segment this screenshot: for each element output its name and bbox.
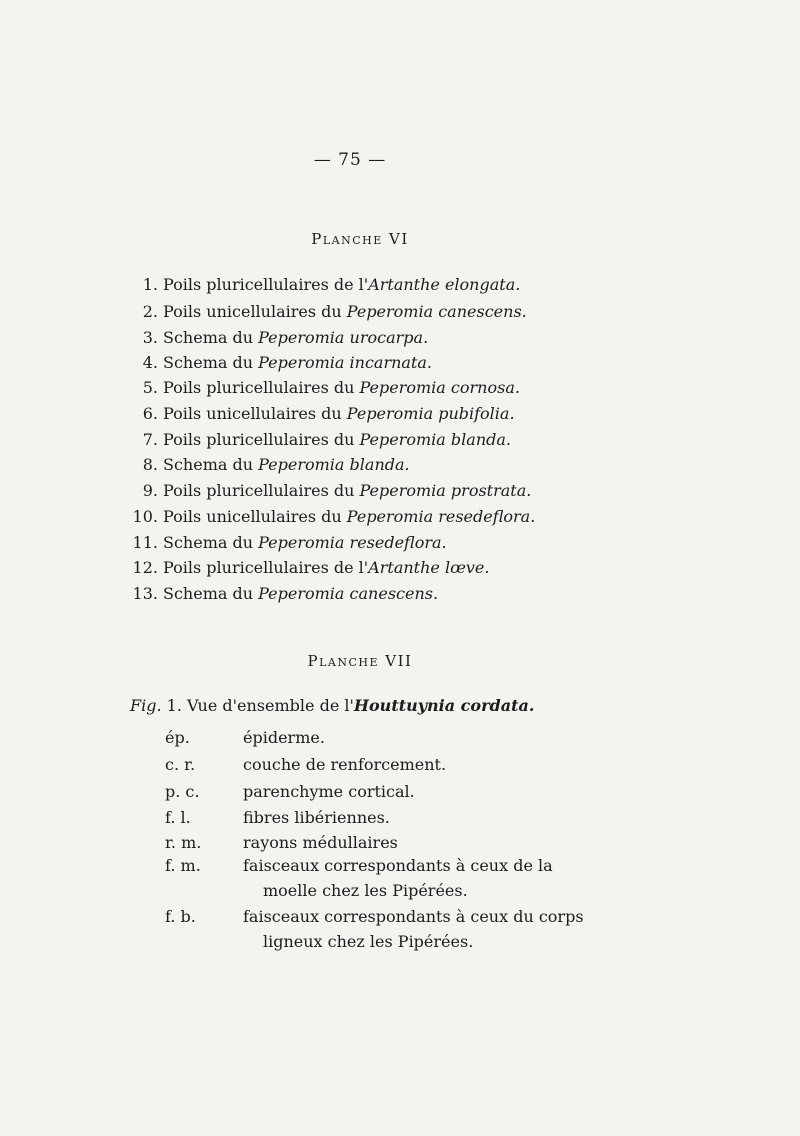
list-item: 10. Poils unicellulaires du Peperomia resedeflora. bbox=[132, 507, 536, 526]
list-item: 4. Schema du Peperomia incarnata. bbox=[142, 353, 433, 372]
list-item: 9. Poils pluricellulaires du Peperomia prostrata. bbox=[142, 481, 532, 500]
figure-caption: Fig. 1. Vue d'ensemble de l'Houttuynia cordata. bbox=[130, 696, 535, 715]
list-item: 2. Poils unicellulaires du Peperomia canescens. bbox=[142, 302, 527, 321]
list-item: 1. Poils pluricellulaires de l'Artanthe elongata. bbox=[142, 275, 521, 294]
list-item: 3. Schema du Peperomia urocarpa. bbox=[142, 328, 429, 347]
plate-vi-heading: Planche VI bbox=[311, 230, 409, 248]
document-page: — 75 — Planche VI 1. Poils pluricellulaires de l'Artanthe elongata. 2. Poils unicellulaires du Peperomia canescens. 3. Schema du Peperomia urocarpa. 4. Schema du Peperomia incarnata. 5. Poils pluricellulaires du Peperomia cornosa. 6. Poils unicellulaires du Peperomia pubifolia. 7. Poils pluricellulaires du Peperomia blanda. 8. Schema du Peperomia blanda. 9. Poils pluricellulaires du Peperomia prostrata. 10. Poils unicellulaires du Peperomia resedeflora. 11. Schema du Peperomia resedeflora. 12. Poils pluricellulaires de l'Artanthe lœve. 13. Schema du Peperomia canescens. Planche VII Fig. 1. Vue d'ensemble de l'Houttuynia cordata. ép. épiderme. c. r. couche de renforcement. p. c. parenchyme cortical. f. l. fibres libériennes. r. m. rayons médullaires f. m. faisceaux correspondants à ceux de la moelle chez les Pipérées. f. b. faisceaux correspondants à ceux du corps ligneux chez les Pipérées. bbox=[0, 0, 800, 1136]
plate-vii-heading: Planche VII bbox=[307, 652, 413, 670]
list-item: 11. Schema du Peperomia resedeflora. bbox=[132, 533, 447, 552]
list-item: 7. Poils pluricellulaires du Peperomia blanda. bbox=[142, 430, 511, 449]
list-item: 13. Schema du Peperomia canescens. bbox=[132, 584, 439, 603]
page-number: — 75 — bbox=[313, 150, 387, 170]
list-item: 5. Poils pluricellulaires du Peperomia cornosa. bbox=[142, 378, 520, 397]
list-item: 6. Poils unicellulaires du Peperomia pubifolia. bbox=[142, 404, 515, 423]
list-item: 8. Schema du Peperomia blanda. bbox=[142, 455, 410, 474]
list-item: 12. Poils pluricellulaires de l'Artanthe lœve. bbox=[132, 558, 490, 577]
